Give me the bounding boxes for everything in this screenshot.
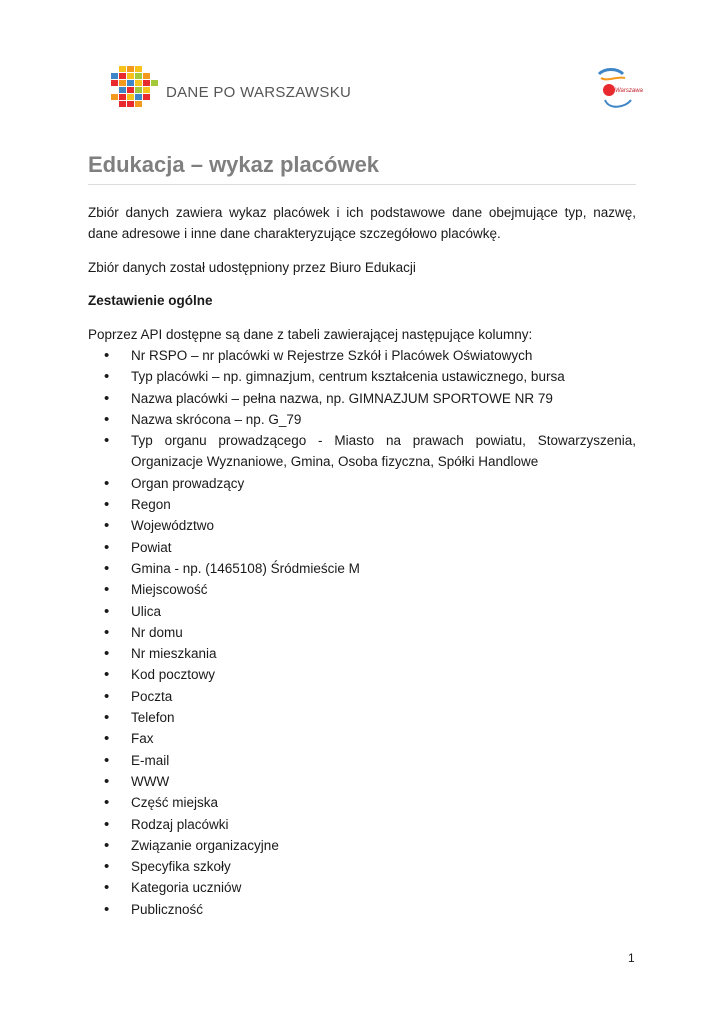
pixel-mosaic-icon (111, 66, 159, 110)
list-item: • Nazwa placówki – pełna nazwa, np. GIMNAZJUM SPORTOWE NR 79 (104, 388, 636, 409)
intro-paragraph: Zbiór danych zawiera wykaz placówek i ich podstawowe dane obejmujące typ, nazwę, dane adresowe i inne dane charakteryzujące szczegółowo placówkę. (88, 205, 636, 241)
list-item: • E-mail (104, 750, 636, 771)
list-item: • Miejscowość (104, 579, 636, 600)
list-item: • Kategoria uczniów (104, 877, 636, 898)
list-item: • Związanie organizacyjne (104, 835, 636, 856)
list-item: • Nr RSPO – nr placówki w Rejestrze Szkół i Placówek Oświatowych (104, 345, 636, 366)
list-item: • Kod pocztowy (104, 664, 636, 685)
warszawa-logo (595, 66, 645, 114)
mermaid-emblem-icon (595, 66, 645, 114)
list-item: • Specyfika szkoły (104, 856, 636, 877)
list-item: • Część miejska (104, 792, 636, 813)
corner-logo-text: Warszawa (615, 88, 643, 94)
list-item: • Organ prowadzący (104, 473, 636, 494)
list-item: • Typ placówki – np. gimnazjum, centrum kształcenia ustawicznego, bursa (104, 366, 636, 387)
list-item: • Powiat (104, 537, 636, 558)
list-item: • Nr mieszkania (104, 643, 636, 664)
list-item: • WWW (104, 771, 636, 792)
list-item: • Poczta (104, 686, 636, 707)
list-item: • Fax (104, 728, 636, 749)
logo-text: DANE PO WARSZAWSKU (166, 84, 352, 101)
list-intro: Poprzez API dostępne są dane z tabeli zawierającej następujące kolumny: (88, 327, 533, 342)
list-item: • Nazwa skrócona – np. G_79 (104, 409, 636, 430)
list-item: • Regon (104, 494, 636, 515)
list-item: • Telefon (104, 707, 636, 728)
list-item: • Rodzaj placówki (104, 814, 636, 835)
title-divider (88, 184, 636, 185)
dane-po-warszawsku-logo (111, 66, 159, 110)
columns-list (104, 345, 636, 920)
list-item: • Typ organu prowadzącego - Miasto na prawach powiatu, Stowarzyszenia, Organizacje Wyznaniowe, Gmina, Osoba fizyczna, Spółki Handlowe (104, 430, 636, 473)
list-item: • Publiczność (104, 899, 636, 920)
list-item: • Nr domu (104, 622, 636, 643)
page-title: Edukacja – wykaz placówek (88, 152, 380, 177)
list-item: • Województwo (104, 515, 636, 536)
list-item: • Ulica (104, 601, 636, 622)
list-item: • Gmina - np. (1465108) Śródmieście M (104, 558, 636, 579)
page-number: 1 (628, 951, 635, 965)
source-paragraph: Zbiór danych został udostępniony przez Biuro Edukacji (88, 260, 416, 275)
section-heading: Zestawienie ogólne (88, 293, 213, 308)
